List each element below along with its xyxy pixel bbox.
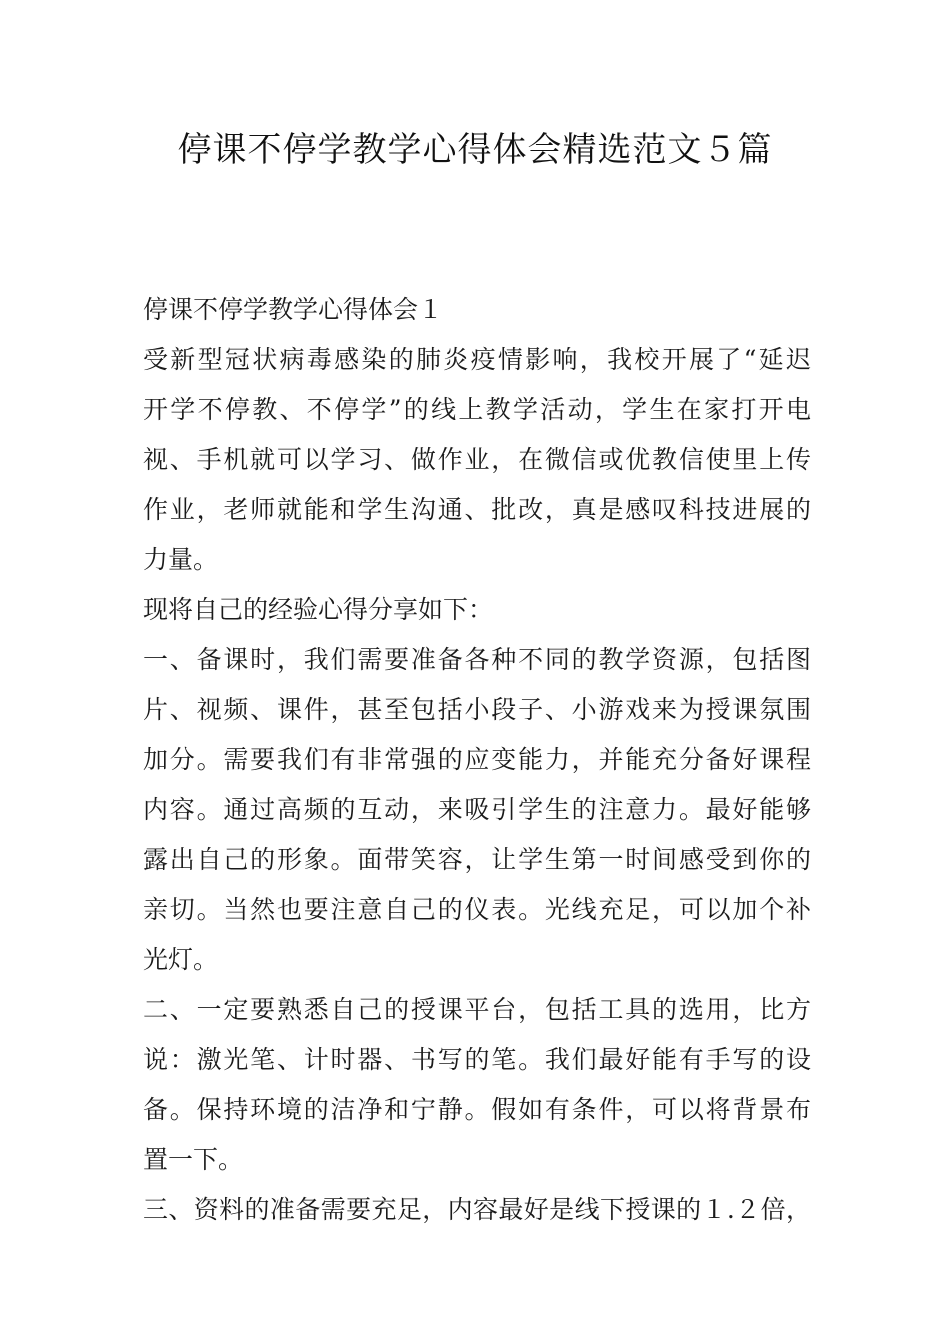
body-line: 开学不停教、不停学”的线上教学活动，学生在家打开电 xyxy=(143,395,811,424)
body-line: 二、一定要熟悉自己的授课平台，包括工具的选用，比方 xyxy=(143,995,811,1024)
body-line: 备。保持环境的洁净和宁静。假如有条件，可以将背景布 xyxy=(143,1095,811,1124)
body-line: 现将自己的经验心得分享如下： xyxy=(143,595,494,624)
body-line: 一、备课时，我们需要准备各种不同的教学资源，包括图 xyxy=(143,645,811,674)
body-line: 作业，老师就能和学生沟通、批改，真是感叹科技进展的 xyxy=(143,495,811,524)
body-line: 说：激光笔、计时器、书写的笔。我们最好能有手写的设 xyxy=(143,1045,811,1074)
body-line: 三、资料的准备需要充足，内容最好是线下授课的１.２倍， xyxy=(143,1195,811,1224)
body-line: 视、手机就可以学习、做作业，在微信或优教信使里上传 xyxy=(143,445,811,474)
document-title: 停课不停学教学心得体会精选范文５篇 xyxy=(177,130,773,170)
body-line: 片、视频、课件，甚至包括小段子、小游戏来为授课氛围 xyxy=(143,695,811,724)
body-line: 内容。通过高频的互动，来吸引学生的注意力。最好能够 xyxy=(143,795,811,824)
body-line: 露出自己的形象。面带笑容，让学生第一时间感受到你的 xyxy=(143,845,811,874)
body-line: 加分。需要我们有非常强的应变能力，并能充分备好课程 xyxy=(143,745,811,774)
body-line: 光灯。 xyxy=(143,945,219,974)
body-line: 力量。 xyxy=(143,545,219,574)
body-line: 受新型冠状病毒感染的肺炎疫情影响，我校开展了“延迟 xyxy=(143,345,811,374)
body-line: 停课不停学教学心得体会１ xyxy=(143,295,444,324)
body-line: 置一下。 xyxy=(143,1145,244,1174)
body-line: 亲切。当然也要注意自己的仪表。光线充足，可以加个补 xyxy=(143,895,811,924)
document-body xyxy=(143,285,811,1235)
